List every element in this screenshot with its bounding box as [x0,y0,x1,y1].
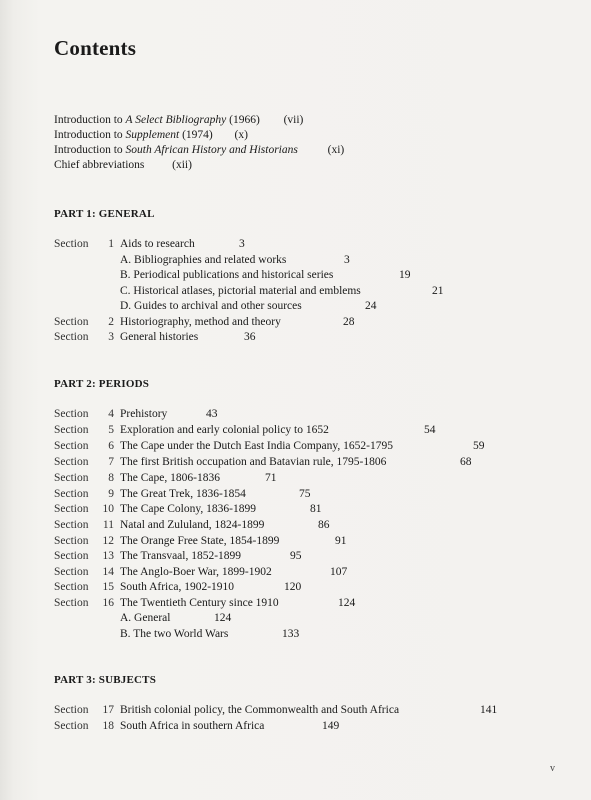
page-number: 124 [214,612,232,624]
subentry-title: C. Historical atlases, pictorial material and emblems [120,285,361,297]
entry-title: South Africa in southern Africa [120,720,265,732]
intro-prefix: Introduction to [54,144,126,156]
section-label: Section [54,408,89,420]
intro-italic-title: A Select Bibliography [125,114,227,126]
entry-title: The Cape, 1806-1836 [120,472,220,484]
entry-title: Historiography, method and theory [120,316,281,328]
page-number: 71 [265,472,277,484]
page-number: 3 [344,254,350,266]
intro-suffix: (1966) [226,114,260,126]
entry-title: The first British occupation and Batavian rule, 1795-1806 [120,456,387,468]
intro-entry [54,159,192,171]
section-label: Section [54,488,89,500]
page-number: 21 [432,285,444,297]
page-number: 149 [322,720,340,732]
section-label: Section [54,238,89,250]
intro-page-number: (xii) [172,159,192,171]
subentry-title: A. General [120,612,171,624]
entry-title: The Twentieth Century since 1910 [120,597,279,609]
section-label: Section [54,597,89,609]
section-label: Section [54,424,89,436]
part-heading: PART 3: SUBJECTS [54,674,157,686]
entry-title: The Orange Free State, 1854-1899 [120,535,280,547]
page-number: 81 [310,503,322,515]
section-number: 9 [108,488,114,500]
section-label: Section [54,503,89,515]
subentry-title: A. Bibliographies and related works [120,254,287,266]
section-label: Section [54,704,89,716]
entry-title: General histories [120,331,199,343]
intro-page-number: (xi) [327,144,345,156]
section-number: 3 [108,331,114,343]
page-number: 43 [206,408,218,420]
section-number: 12 [102,535,114,547]
intro-prefix: Chief abbreviations [54,159,145,171]
section-label: Section [54,720,89,732]
page-number: 91 [335,535,347,547]
subentry-title: B. The two World Wars [120,628,229,640]
page-number: 28 [343,316,355,328]
entry-title: The Cape Colony, 1836-1899 [120,503,256,515]
entry-title: Natal and Zululand, 1824-1899 [120,519,265,531]
section-label: Section [54,331,89,343]
intro-prefix: Introduction to [54,129,126,141]
section-label: Section [54,535,89,547]
subentry-title: B. Periodical publications and historical series [120,269,334,281]
intro-page-number: (vii) [283,114,304,126]
section-number: 17 [102,704,114,716]
section-label: Section [54,550,89,562]
section-number: 10 [102,503,114,515]
section-number: 1 [108,238,114,250]
section-label: Section [54,440,89,452]
section-number: 4 [108,408,114,420]
entry-title: British colonial policy, the Commonwealth and South Africa [120,704,400,716]
page-number: 120 [284,581,302,593]
entry-title: The Cape under the Dutch East India Company, 1652-1795 [120,440,393,452]
entry-title: Exploration and early colonial policy to 1652 [120,424,329,436]
section-number: 11 [102,519,114,531]
section-label: Section [54,519,89,531]
section-number: 16 [102,597,114,609]
section-number: 13 [102,550,114,562]
section-number: 18 [102,720,114,732]
page-number: 95 [290,550,302,562]
page-number: 59 [473,440,485,452]
page-number: 3 [239,238,245,250]
part-heading: PART 2: PERIODS [54,378,150,390]
entry-title: The Anglo-Boer War, 1899-1902 [120,566,272,578]
page-folio: v [550,763,555,774]
section-label: Section [54,581,89,593]
section-number: 2 [108,316,114,328]
section-number: 8 [108,472,114,484]
entry-title: The Great Trek, 1836-1854 [120,488,246,500]
intro-entry [54,114,303,126]
section-label: Section [54,456,89,468]
subentry-title: D. Guides to archival and other sources [120,300,302,312]
intro-italic-title: South African History and Historians [125,144,298,156]
intro-italic-title: Supplement [125,129,180,141]
page-number: 141 [480,704,498,716]
page-number: 36 [244,331,256,343]
intro-entry [54,144,344,156]
section-number: 6 [108,440,114,452]
page-number: 19 [399,269,411,281]
entry-title: The Transvaal, 1852-1899 [120,550,242,562]
page-number: 124 [338,597,356,609]
section-number: 7 [108,456,114,468]
page-number: 54 [424,424,436,436]
entry-title: Prehistory [120,408,168,420]
section-label: Section [54,566,89,578]
part-heading: PART 1: GENERAL [54,208,155,220]
section-number: 14 [102,566,114,578]
entry-title: Aids to research [120,238,195,250]
intro-prefix: Introduction to [54,114,126,126]
intro-page-number: (x) [234,129,248,141]
page-number: 75 [299,488,311,500]
section-number: 5 [108,424,114,436]
page-number: 86 [318,519,330,531]
page-number: 24 [365,300,377,312]
page-number: 133 [282,628,300,640]
page-number: 68 [460,456,472,468]
entry-title: South Africa, 1902-1910 [120,581,235,593]
section-label: Section [54,316,89,328]
page-title: Contents [54,36,137,60]
section-number: 15 [102,581,114,593]
page-number: 107 [330,566,348,578]
intro-entry [54,129,248,141]
intro-suffix: (1974) [179,129,213,141]
section-label: Section [54,472,89,484]
